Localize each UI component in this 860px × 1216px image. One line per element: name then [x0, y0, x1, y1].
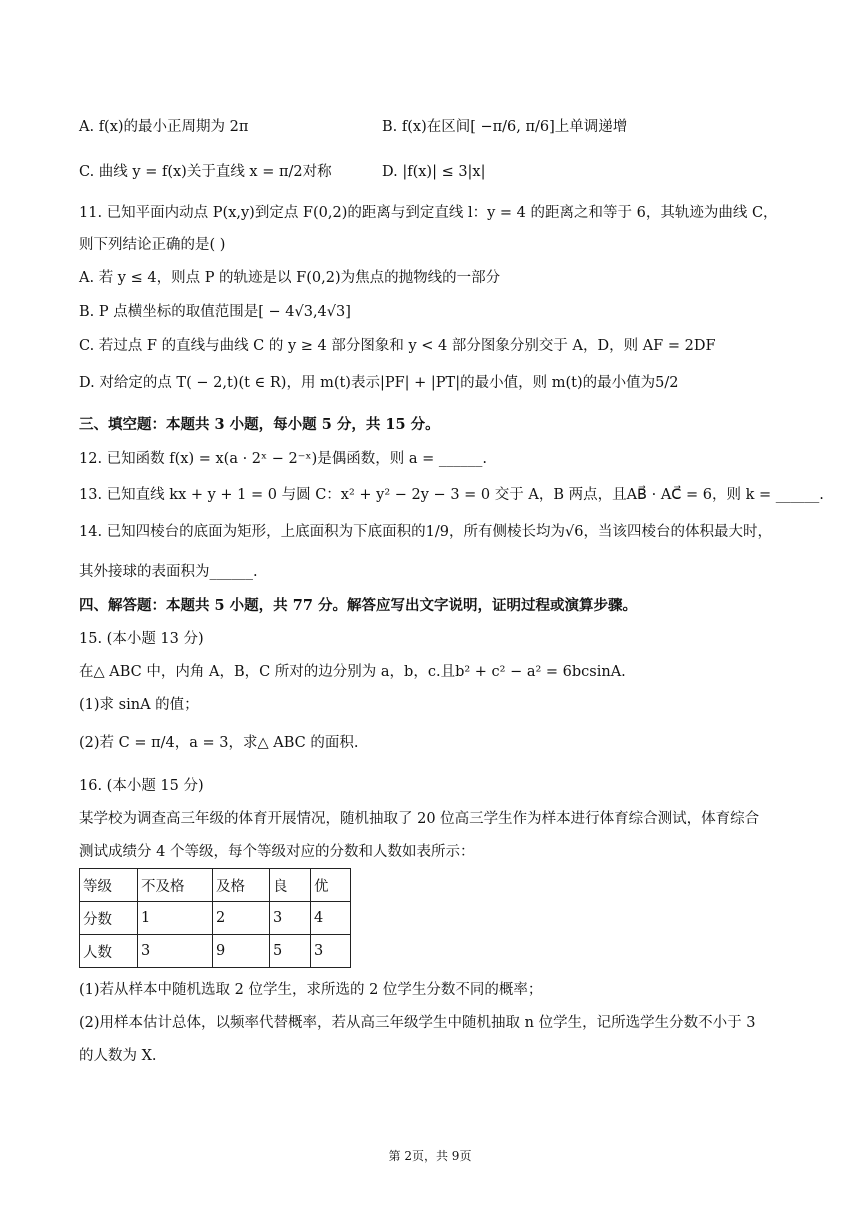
q10-option-a: A. f(x)的最小正周期为 2π	[79, 119, 249, 135]
q10-option-b: B. f(x)在区间[ −π/6, π/6]上单调递增	[382, 119, 628, 135]
q11-option-a: A. 若 y ≤ 4，则点 P 的轨迹是以 F(0,2)为焦点的抛物线的一部分	[79, 270, 501, 286]
table-cell: 分数	[80, 902, 138, 935]
q12: 12. 已知函数 f(x) = x(a · 2ˣ − 2⁻ˣ)是偶函数，则 a = ______.	[79, 451, 487, 467]
q16-stem-line2: 测试成绩分 4 个等级，每个等级对应的分数和人数如表所示：	[79, 844, 475, 860]
table-cell: 优	[311, 869, 351, 902]
page-number: 第 2页，共 9页	[388, 1149, 472, 1163]
score-table	[79, 868, 351, 968]
table-cell: 3	[270, 902, 311, 935]
q13: 13. 已知直线 kx + y + 1 = 0 与圆 C：x² + y² − 2y − 3 = 0 交于 A，B 两点，且AB⃗ · AC⃗ = 6，则 k = ______.	[79, 487, 824, 503]
q16-part1: (1)若从样本中随机选取 2 位学生，求所选的 2 位学生分数不同的概率；	[79, 982, 543, 998]
q11-option-b: B. P 点横坐标的取值范围是[ − 4√3,4√3]	[79, 304, 351, 320]
table-cell: 5	[270, 935, 311, 968]
table-cell: 及格	[213, 869, 270, 902]
q15-header: 15. (本小题 13 分)	[79, 631, 204, 647]
table-cell: 2	[213, 902, 270, 935]
table-row	[80, 902, 351, 935]
q16-stem-line1: 某学校为调查高三年级的体育开展情况，随机抽取了 20 位高三学生作为样本进行体育综合测试，体育综合	[79, 811, 760, 827]
q14-line1: 14. 已知四棱台的底面为矩形，上底面积为下底面积的1/9，所有侧棱长均为√6，当该四棱台的体积最大时，	[79, 524, 772, 540]
table-cell: 1	[138, 902, 213, 935]
q15-part2: (2)若 C = π/4，a = 3，求△ ABC 的面积.	[79, 735, 359, 751]
table-cell: 良	[270, 869, 311, 902]
q10-option-d: D. |f(x)| ≤ 3|x|	[382, 164, 486, 180]
q15-stem: 在△ ABC 中，内角 A，B，C 所对的边分别为 a，b，c.且b² + c² − a² = 6bcsinA.	[79, 664, 626, 680]
q16-part2-line1: (2)用样本估计总体，以频率代替概率，若从高三年级学生中随机抽取 n 位学生，记所选学生分数不小于 3	[79, 1015, 756, 1031]
q14-line2: 其外接球的表面积为______.	[79, 564, 258, 580]
table-cell: 3	[138, 935, 213, 968]
q16-part2-line2: 的人数为 X.	[79, 1048, 157, 1064]
table-cell: 9	[213, 935, 270, 968]
table-cell: 3	[311, 935, 351, 968]
q16-header: 16. (本小题 15 分)	[79, 778, 204, 794]
q10-option-c: C. 曲线 y = f(x)关于直线 x = π/2对称	[79, 164, 332, 180]
q11-stem-line2: 则下列结论正确的是( )	[79, 237, 226, 253]
table-cell: 4	[311, 902, 351, 935]
q15-part1: (1)求 sinA 的值；	[79, 697, 199, 713]
q11-option-c: C. 若过点 F 的直线与曲线 C 的 y ≥ 4 部分图象和 y < 4 部分图象分别交于 A，D，则 AF = 2DF	[79, 338, 716, 354]
section-4-heading: 四、解答题：本题共 5 小题，共 77 分。解答应写出文字说明，证明过程或演算步骤。	[79, 597, 637, 614]
table-cell: 等级	[80, 869, 138, 902]
q11-stem-line1: 11. 已知平面内动点 P(x,y)到定点 F(0,2)的距离与到定直线 l：y = 4 的距离之和等于 6，其轨迹为曲线 C，	[79, 205, 778, 221]
table-cell: 不及格	[138, 869, 213, 902]
q11-option-d: D. 对给定的点 T( − 2,t)(t ∈ R)，用 m(t)表示|PF| + |PT|的最小值，则 m(t)的最小值为5/2	[79, 375, 679, 391]
table-row	[80, 935, 351, 968]
table-cell: 人数	[80, 935, 138, 968]
section-3-heading: 三、填空题：本题共 3 小题，每小题 5 分，共 15 分。	[79, 416, 440, 433]
table-row	[80, 869, 351, 902]
